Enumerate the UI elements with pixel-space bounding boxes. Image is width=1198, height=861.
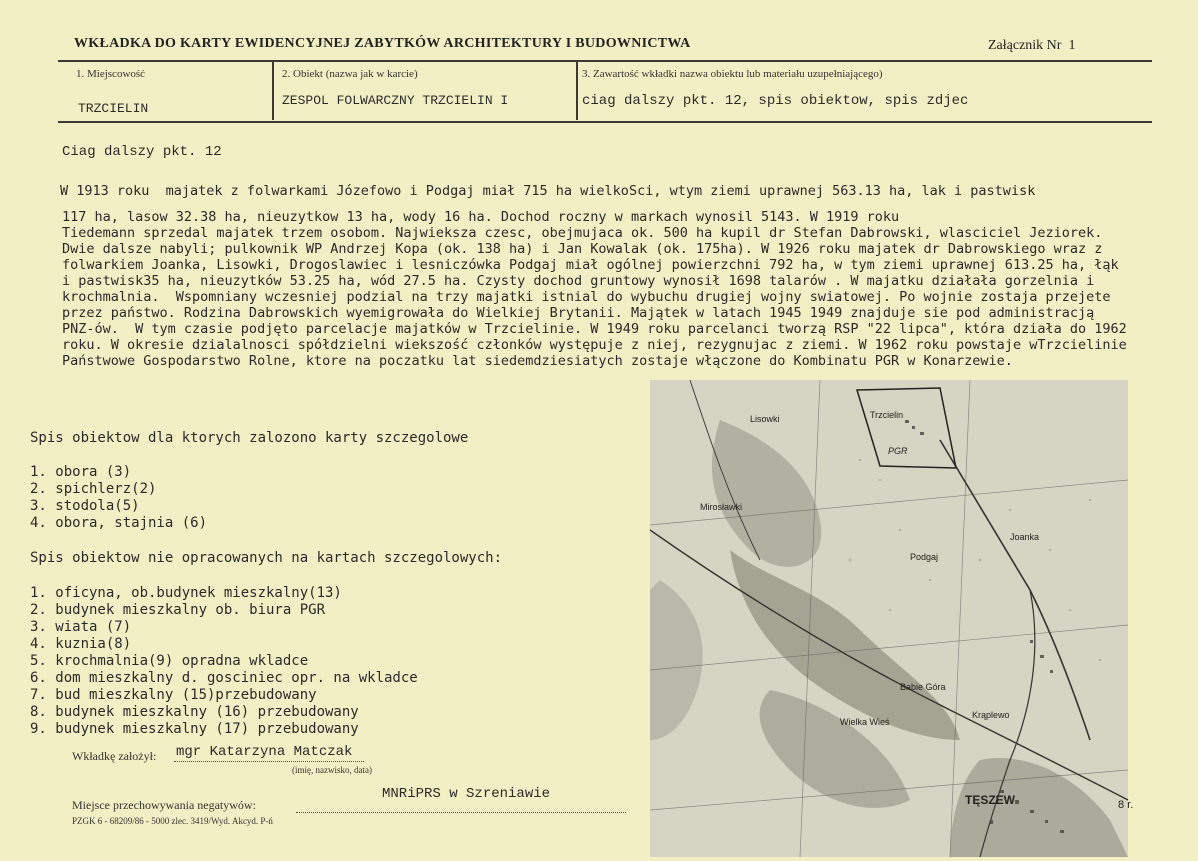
object-label: 2. Obiekt (nazwa jak w karcie) <box>282 68 418 80</box>
other-list-heading: Spis obiektow nie opracowanych na kartach szczegolowych: <box>30 550 503 566</box>
object-value: ZESPOL FOLWARCZNY TRZCIELIN I <box>282 93 509 108</box>
map-label: Mirosławki <box>700 502 743 512</box>
list-item: 7. bud mieszkalny (15)przebudowany <box>30 687 317 703</box>
list-item: 2. budynek mieszkalny ob. biura PGR <box>30 602 326 618</box>
locality-label: 1. Miejscowość <box>76 68 146 80</box>
field-divider-2 <box>576 62 578 120</box>
map-label: Trzcielin <box>870 410 904 420</box>
author-value: mgr Katarzyna Matczak <box>176 744 353 760</box>
list-item: 8. budynek mieszkalny (16) przebudowany <box>30 704 359 720</box>
body-line: krochmalnia. Wspomniany wczesniej podzial na trzy majatki istnial do wybuchu drugiej wojny swiatowej. Po wojnie zostaja przejete <box>62 289 1111 305</box>
print-info: PZGK 6 - 68209/86 - 5000 zlec. 3419/Wyd. Akcyd. P-ń <box>72 816 273 826</box>
page-title: WKŁADKA DO KARTY EWIDENCYJNEJ ZABYTKÓW ARCHITEKTURY I BUDOWNICTWA <box>74 36 691 51</box>
body-line: Tiedemann sprzedal majatek trzem osobom. Najwieksza czesc, obejmujaca ok. 500 ha kupil dr Stefan Dabrowski, wlasciciel Jeziorek. <box>62 225 1103 241</box>
list-item: 3. stodola(5) <box>30 498 140 514</box>
locality-value: TRZCIELIN <box>78 101 149 116</box>
list-item: 4. kuznia(8) <box>30 636 132 652</box>
storage-label: Miejsce przechowywania negatywów: <box>72 798 256 812</box>
author-label: Wkładkę założył: <box>72 749 157 763</box>
body-line: i pastwisk35 ha, nieuzytków 53.25 ha, wód 27.5 ha. Czysty dochod gruntowy wynosił 1698 talarów . W majatku działała gorzelnia i <box>62 273 1095 289</box>
attachment-number <box>988 38 1075 54</box>
map-label: Lisowki <box>750 414 780 424</box>
field-divider-1 <box>272 62 274 120</box>
content-value: ciag dalszy pkt. 12, spis obiektow, spis zdjec <box>582 93 969 109</box>
map-label: Wielka Wieś <box>840 717 890 727</box>
body-line: folwarkiem Joanka, Lisowki, Drogoslawiec i lesniczówka Podgaj miał ogólnej powierzchni 792 ha, w tym ziemi uprawnej 613.25 ha, łąk <box>62 257 1119 273</box>
list-item: 1. obora (3) <box>30 464 132 480</box>
body-line: przez państwo. Rodzina Dabrowskich wyemigrowała do Wielkiej Brytanii. Majątek w latach 1945 1949 znajduje sie pod administracją <box>62 305 1095 321</box>
map-label: PGR <box>888 446 908 456</box>
author-underline <box>174 761 364 762</box>
fields-rule <box>58 121 1152 123</box>
body-line: PNZ-ów. W tym czasie podjęto parcelacje majatków w Trzcielinie. W 1949 roku parcelanci tworzą RSP "22 lipca", która działa do 1962 <box>62 321 1127 337</box>
map-label: Joanka <box>1010 532 1040 542</box>
map-label: TĘSZEW <box>965 793 1015 807</box>
map-image <box>650 380 1134 857</box>
map-label: Krąplewo <box>972 710 1010 720</box>
attachment-label: Załącznik Nr <box>988 38 1062 53</box>
map-label: Podgaj <box>910 552 939 562</box>
list-item: 6. dom mieszkalny d. gosciniec opr. na wkladce <box>30 670 418 686</box>
content-label: 3. Zawartość wkładki nazwa obiektu lub materiału uzupełniającego) <box>582 68 883 80</box>
list-item: 1. oficyna, ob.budynek mieszkalny(13) <box>30 585 342 601</box>
body-line: 117 ha, lasow 32.38 ha, nieuzytkow 13 ha, wody 16 ha. Dochod roczny w markach wynosil 5143. W 1919 roku <box>62 209 900 225</box>
body-line: Dwie dalsze nabyli; pulkownik WP Andrzej Kopa (ok. 138 ha) i Jan Kowalak (ok. 175ha). W 1926 roku majatek dr Dabrowskiego wraz z <box>62 241 1103 257</box>
author-caption: (imię, nazwisko, data) <box>292 765 372 775</box>
map-label: Babie Góra <box>900 682 946 692</box>
body-line: roku. W okresie dzialalnosci spółdzielni wiekszość członków występuje z niej, rezygnujac z ziemi. W 1962 roku powstaje wTrzcielinie <box>62 337 1127 353</box>
body-line: W 1913 roku majatek z folwarkami Józefowo i Podgaj miał 715 ha wielkoSci, wtym ziemi uprawnej 563.13 ha, lak i pastwisk <box>60 183 1036 199</box>
list-item: 2. spichlerz(2) <box>30 481 157 497</box>
detailed-list-heading: Spis obiektow dla ktorych zalozono karty szczegolowe <box>30 430 469 446</box>
body-line: Państwowe Gospodarstwo Rolne, ktore na poczatku lat siedemdziesiatych zostaje włączone do Kombinatu PGR w Konarzewie. <box>62 353 1013 369</box>
storage-value: MNRiPRS w Szreniawie <box>382 786 551 802</box>
header-rule <box>58 60 1152 62</box>
attachment-value: 1 <box>1068 38 1076 53</box>
list-item: 4. obora, stajnia (6) <box>30 515 208 531</box>
list-item: 5. krochmalnia(9) opradna wkladce <box>30 653 309 669</box>
storage-underline <box>296 812 626 813</box>
map-label: 8 r. <box>1118 799 1134 811</box>
section-heading: Ciag dalszy pkt. 12 <box>62 144 222 160</box>
topographic-map <box>650 380 1134 857</box>
list-item: 3. wiata (7) <box>30 619 132 635</box>
list-item: 9. budynek mieszkalny (17) przebudowany <box>30 721 359 737</box>
